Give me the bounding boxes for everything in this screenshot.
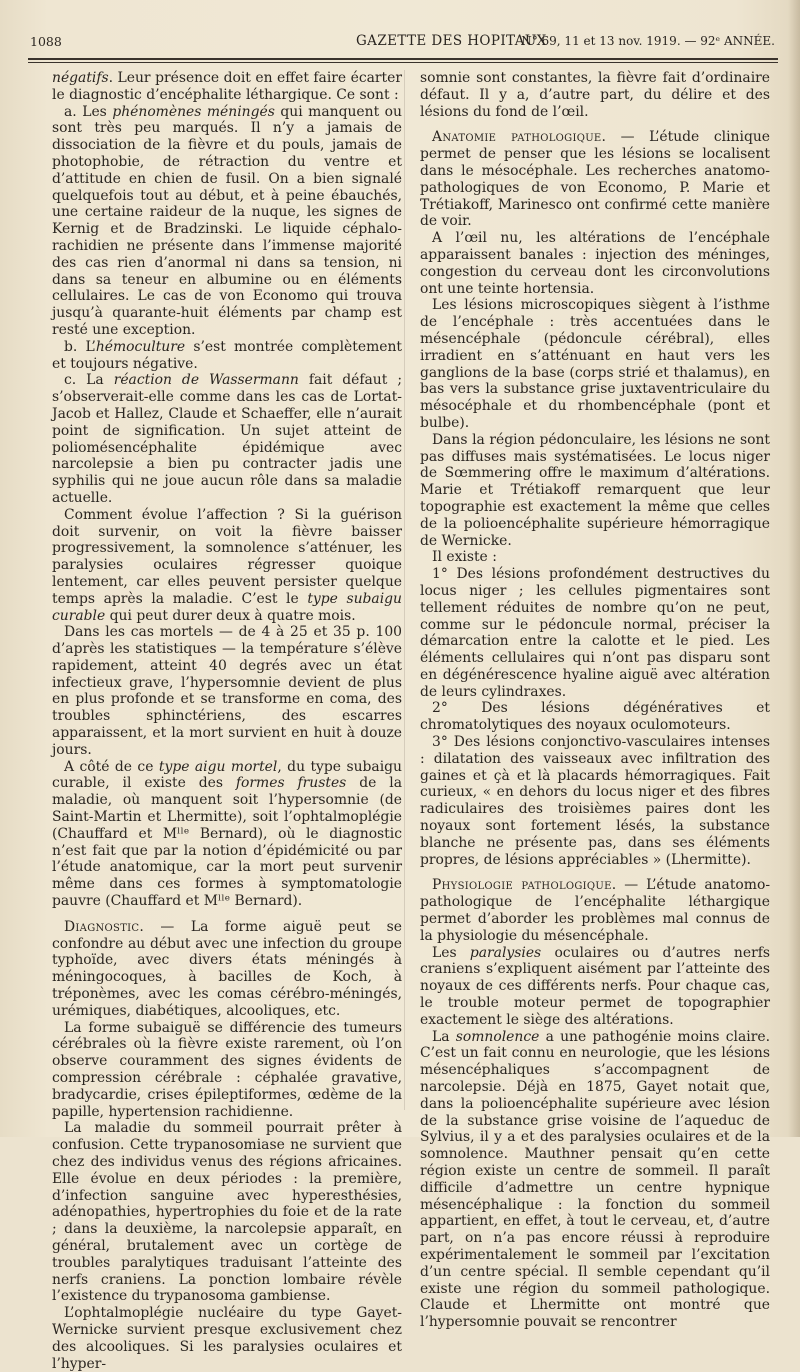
paragraph-text: qui peut durer deux à quatre mois.	[105, 607, 356, 624]
column-divider	[404, 70, 405, 1110]
paragraph: La forme subaiguë se différencie des tumeurs cérébrales où la fièvre existe rarement, où l’on observe couramment des signes évidents de compression cérébrale : céphalée gravative, bradycardie, crises épileptiformes, œdème de la papille, hypertension rachidienne.	[52, 1019, 402, 1120]
emphasis: paralysies	[469, 944, 542, 961]
section-physiologie	[420, 877, 770, 944]
paragraph	[52, 372, 402, 506]
paragraph-text: oculaires ou d’autres nerfs craniens s’expliquent aisément par l’atteinte des noyaux de ces différents nerfs. Pour chaque cas, le trouble moteur permet de topographier exactement le siège des altérations.	[420, 944, 770, 1028]
paragraph: La maladie du sommeil pourrait prêter à confusion. Cette trypanosomiase ne survient que chez des individus venus des régions africaines. Elle évolue en deux périodes : la première, d’infection sanguine avec hyperesthésies, adénopathies, hypertrophies du foie et de la rate ; dans la deuxième, la narcolepsie apparaît, en général, brutalement avec un cortège de troubles paralytiques traduisant l’atteinte des nerfs craniens. La ponction lombaire révèle l’existence du trypanosoma gambiense.	[52, 1120, 402, 1305]
paragraph	[52, 70, 402, 104]
paragraph	[52, 339, 402, 373]
paragraph-text: a une pathogénie moins claire. C’est un fait connu en neurologie, que les lésions mésencéphaliques s’accompagnent de narcolepsie. Déjà en 1875, Gayet notait que, dans la polioencéphalite supérieure avec lésion de la substance grise voisine de l’aqueduc de Sylvius, il y a et des paralysies oculaires et de la somnolence. Mauthner pensait qu’en cette région existe un centre de sommeil. Il paraît difficile d’admettre un centre hypnique mésencéphalique : la fonction du sommeil appartient, en effet, à tout le cerveau, et, d’autre part, on n’a pas encore réussi à reproduire expérimentalement le sommeil par l’excitation d’un centre spécial. Il semble cependant qu’il existe une région du sommeil pathologique. Claude et Lhermitte ont montré que l’hypersomnie pouvait se rencontrer	[420, 1028, 771, 1331]
paragraph	[52, 759, 402, 910]
issue-info: N° 69, 11 et 13 nov. 1919. — 92ᵉ ANNÉE.	[521, 34, 775, 48]
emphasis: négatifs	[52, 70, 109, 86]
paragraph: Dans la région pédonculaire, les lésions ne sont pas diffuses mais systématisées. Le locus niger de Sœmmering offre le maximum d’altérations. Marie et Trétiakoff remarquent que leur topographie est exactement la même que celles de la polioencéphalite supérieure hémorragique de Wernicke.	[420, 431, 770, 549]
paragraph-text: La	[432, 1028, 456, 1045]
paragraph-text: b. L’	[64, 338, 96, 355]
paragraph-text: . — L’étude clinique permet de penser que les lésions se localisent dans le mésocéphale. Les recherches anatomo-pathologiques de von Economo, P. Marie et Trétiakoff, Marinesco ont confirmé cette manière de voir.	[420, 129, 770, 230]
section-diagnostic	[52, 919, 402, 1020]
page-spine-shadow	[788, 0, 800, 1137]
paragraph: 1° Des lésions profondément destructives du locus niger ; les cellules pigmentaires sont tellement réduites de nombre qu’on ne peut, comme sur le pédoncule normal, préciser la démarcation entre la calotte et le pied. Les éléments cellulaires qui n’ont pas disparu sont en dégénérescence hyaline aiguë avec altération de leurs cylindraxes.	[420, 566, 770, 700]
paragraph-text: qui manquent ou sont très peu marqués. Il n’y a jamais de dissociation de la fièvre et du pouls, jamais de photophobie, de rétraction du ventre et d’attitude en chien de fusil. On a bien signalé quelquefois tout au début, et à peine ébauchés, une certaine raideur de la nuque, les signes de Kernig et de Bradzinski. Le liquide céphalo-rachidien ne présente dans l’immense majorité des cas rien d’anormal ni dans sa tension, ni dans sa teneur en albumine ou en éléments cellulaires. Le cas de von Economo qui trouva jusqu’à quarante-huit éléments par champ est resté une exception.	[52, 103, 402, 338]
paragraph-text: A côté de ce	[64, 758, 159, 775]
section-heading: Anatomie pathologique	[432, 129, 602, 146]
page-header	[30, 30, 775, 54]
page-number: 1088	[30, 34, 62, 49]
paragraph-text: de la maladie, où manquent soit l’hypersomnie (de Saint-Martin et Lhermitte), soit l’ophtalmoplégie (Chauffard et Mˡˡᵉ Bernard), où le diagnostic n’est fait que par la notion d’épidémicité ou par l’étude anatomique, car la mort peut survenir même dans ces formes à symptomatologie pauvre (Chauffard et Mˡˡᵉ Bernard).	[52, 775, 402, 910]
emphasis: formes frustes	[235, 775, 347, 792]
section-anatomie	[420, 129, 770, 230]
paragraph-text: Comment évolue l’affection ? Si la guérison doit survenir, on voit la fièvre baisser progressivement, la somnolence s’atténuer, les paralysies oculaires régresser quoique lentement, car elles peuvent persister quelque temps après la maladie. C’est le	[52, 506, 402, 607]
paragraph-text: a. Les	[64, 103, 113, 120]
paragraph	[52, 104, 402, 339]
paragraph	[420, 945, 770, 1029]
section-heading: Diagnostic	[64, 918, 140, 935]
emphasis: type subaigu curable	[52, 590, 402, 624]
journal-title: GAZETTE DES HOPITAUX	[356, 33, 547, 49]
paragraph-text: , du type subaigu curable, il existe des	[52, 758, 402, 792]
emphasis: réaction de Wassermann	[113, 372, 299, 389]
paragraph-text: s’est montrée complètement et toujours négative.	[52, 338, 402, 372]
paragraph: L’ophtalmoplégie nucléaire du type Gayet-Wernicke survient presque exclusivement chez des alcooliques. Si les paralysies oculaires et l’hyper-	[52, 1305, 402, 1372]
paragraph-text: . — La forme aiguë peut se confondre au début avec une infection du groupe typhoïde, avec divers états méningés à méningocoques, à bacilles de Koch, à tréponèmes, avec les comas cérébro-méningés, urémiques, diabétiques, alcooliques, etc.	[52, 918, 402, 1019]
paragraph: 2° Des lésions dégénératives et chromatolytiques des noyaux oculomoteurs.	[420, 700, 770, 734]
emphasis: type aigu mortel	[158, 758, 278, 775]
right-column	[420, 70, 770, 1331]
left-column	[52, 70, 402, 1372]
paragraph	[52, 507, 402, 625]
emphasis: somnolence	[455, 1028, 540, 1045]
paragraph-text: fait défaut ; s’observerait-elle comme dans les cas de Lortat-Jacob et Hallez, Claude et Schaeffer, elle n’aurait point de signification. Un sujet atteint de poliomésencéphalite épidémique avec narcolepsie a bien pu contracter jadis une syphilis qui ne joue aucun rôle dans sa maladie actuelle.	[52, 372, 402, 506]
paragraph-text: . Leur présence doit en effet faire écarter le diagnostic d’encéphalite léthargique. Ce sont :	[52, 70, 402, 103]
paragraph: Dans les cas mortels — de 4 à 25 et 35 p. 100 d’après les statistiques — la température s’élève rapidement, atteint 40 degrés avec un état infectieux grave, l’hypersomnie devient de plus en plus profonde et se transforme en coma, des troubles sphinctériens, des escarres apparaissent, et la mort survient en huit à douze jours.	[52, 624, 402, 758]
paragraph-text: Les	[432, 944, 470, 961]
emphasis: phénomènes méningés	[112, 103, 275, 120]
paragraph: Les lésions microscopiques siègent à l’isthme de l’encéphale : très accentuées dans le mésencéphale (pédoncule cérébral), elles irradient en s’atténuant en haut vers les ganglions de la base (corps strié et thalamus), en bas vers la substance grise juxtaventriculaire du mésocéphale et du rhombencéphale (pont et bulbe).	[420, 297, 770, 431]
paragraph-text: . — L’étude anatomo-pathologique de l’encéphalite léthargique permet d’aborder les problèmes mal connus de la physiologie du mésencéphale.	[420, 877, 771, 944]
paragraph: somnie sont constantes, la fièvre fait d’ordinaire défaut. Il y a, d’autre part, du délire et des lésions du fond de l’œil.	[420, 70, 770, 120]
header-rule	[28, 58, 778, 63]
emphasis: hémoculture	[95, 338, 186, 355]
paragraph	[420, 1029, 770, 1331]
paragraph: 3° Des lésions conjonctivo-vasculaires intenses : dilatation des vaisseaux avec infiltration des gaines et çà et là placards hémorragiques. Fait curieux, « en dehors du locus niger et des fibres radiculaires des troisièmes paires dont les noyaux sont fortement lésés, la substance blanche ne présente pas, dans ses éléments propres, de lésions appréciables » (Lhermitte).	[420, 734, 770, 868]
paragraph-text: c. La	[64, 372, 114, 389]
section-heading: Physiologie pathologique	[432, 877, 612, 894]
paragraph: A l’œil nu, les altérations de l’encéphale apparaissent banales : injection des méninges, congestion du cerveau dont les circonvolutions ont une teinte hortensia.	[420, 230, 770, 297]
paragraph: Il existe :	[432, 549, 497, 566]
